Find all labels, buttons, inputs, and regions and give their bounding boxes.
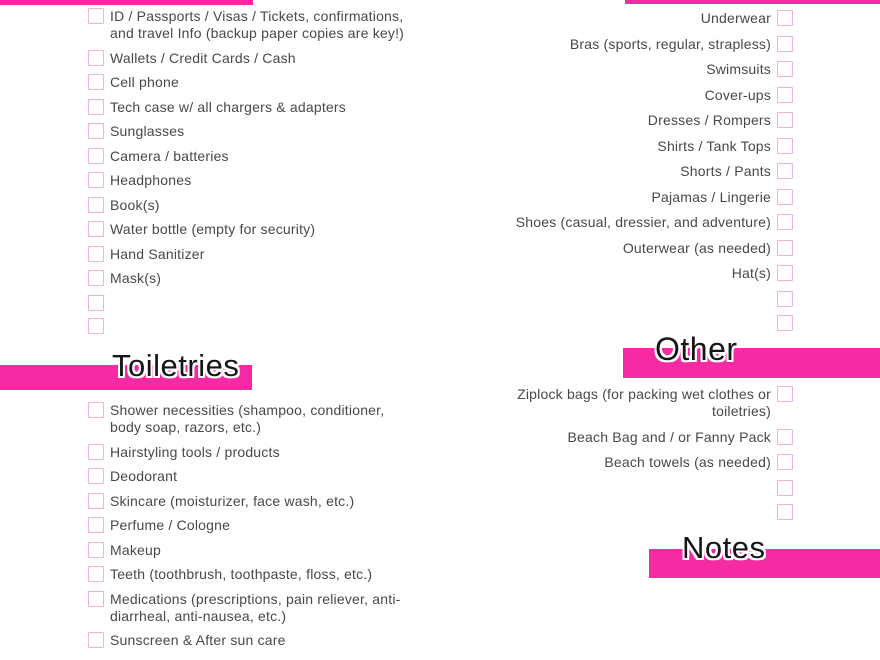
- checkbox[interactable]: [777, 386, 793, 402]
- checklist-row: [88, 402, 412, 436]
- item-label: Bras (sports, regular, strapless): [569, 35, 771, 52]
- checklist-row: [463, 265, 793, 282]
- checkbox[interactable]: [88, 318, 104, 334]
- checklist-row: [88, 493, 354, 510]
- checklist-row: [463, 454, 793, 471]
- checkbox[interactable]: [777, 112, 793, 128]
- item-label: Outerwear (as needed): [622, 239, 771, 256]
- checklist-row: [463, 36, 793, 53]
- checklist-row: [88, 172, 191, 189]
- notes-heading: Notes: [682, 530, 766, 565]
- item-label: Shoes (casual, dressier, and adventure): [515, 214, 771, 230]
- checkbox[interactable]: [777, 504, 793, 520]
- checklist-row: [463, 504, 793, 520]
- checkbox[interactable]: [777, 454, 793, 470]
- checklist-row: [88, 221, 315, 238]
- checklist-row: [463, 480, 793, 496]
- item-label: Ziplock bags (for packing wet clothes or toiletries): [517, 386, 771, 419]
- checkbox[interactable]: [88, 402, 104, 418]
- checkbox[interactable]: [88, 50, 104, 66]
- item-label: Pajamas / Lingerie: [651, 188, 771, 205]
- checklist-row: [88, 99, 346, 116]
- checkbox[interactable]: [88, 542, 104, 558]
- checkbox[interactable]: [88, 591, 104, 607]
- item-label: Cover-ups: [704, 86, 771, 103]
- item-label: Dresses / Rompers: [647, 112, 771, 128]
- checklist-row: [463, 163, 793, 180]
- checkbox[interactable]: [777, 429, 793, 445]
- checklist-row: [463, 189, 793, 206]
- checklist-row: [88, 123, 184, 140]
- checklist-row: [88, 566, 372, 583]
- checklist-row: [88, 295, 110, 311]
- essentials-section-bar: [0, 0, 253, 5]
- clothing-section-bar: [625, 0, 880, 4]
- item-label: Deodorant: [110, 468, 178, 484]
- item-label: Tech case w/ all chargers & adapters: [110, 98, 346, 115]
- item-label: Beach towels (as needed): [604, 454, 771, 470]
- item-label: Book(s): [110, 196, 160, 213]
- checkbox[interactable]: [88, 99, 104, 115]
- item-label: Headphones: [110, 172, 192, 188]
- checkbox[interactable]: [777, 214, 793, 230]
- checkbox[interactable]: [777, 163, 793, 179]
- checklist-row: [88, 632, 286, 649]
- essentials-checklist: [88, 8, 412, 334]
- checklist-row: [463, 240, 793, 257]
- checklist-row: [88, 444, 280, 461]
- checklist-row: [463, 291, 793, 307]
- clothing-checklist: [463, 10, 793, 331]
- checkbox[interactable]: [88, 493, 104, 509]
- checkbox[interactable]: [777, 36, 793, 52]
- checklist-row: [88, 517, 230, 534]
- checkbox[interactable]: [88, 197, 104, 213]
- item-label: Mask(s): [110, 270, 162, 286]
- checkbox[interactable]: [88, 566, 104, 582]
- checkbox[interactable]: [88, 270, 104, 286]
- item-label: Underwear: [700, 10, 771, 26]
- item-label: Sunglasses: [110, 123, 185, 139]
- checkbox[interactable]: [88, 8, 104, 24]
- item-label: Shirts / Tank Tops: [657, 137, 771, 154]
- checkbox[interactable]: [777, 138, 793, 154]
- checkbox[interactable]: [88, 221, 104, 237]
- checklist-row: [463, 315, 793, 331]
- toiletries-heading: Toiletries: [112, 348, 240, 383]
- item-label: Shorts / Pants: [680, 163, 771, 179]
- checklist-row: [463, 61, 793, 78]
- checklist-row: [463, 10, 793, 27]
- item-label: Camera / batteries: [110, 147, 229, 164]
- checkbox[interactable]: [777, 480, 793, 496]
- item-label: Cell phone: [110, 74, 179, 90]
- item-label: Makeup: [110, 541, 162, 558]
- item-label: Sunscreen & After sun care: [110, 632, 286, 648]
- checklist-row: [88, 468, 177, 485]
- checkbox[interactable]: [88, 172, 104, 188]
- checklist-row: [88, 542, 161, 559]
- checkbox[interactable]: [777, 240, 793, 256]
- checklist-row: [463, 87, 793, 104]
- other-heading: Other: [655, 331, 738, 367]
- checkbox[interactable]: [777, 265, 793, 281]
- item-label: Wallets / Credit Cards / Cash: [110, 49, 296, 66]
- item-label: Shower necessities (shampoo, conditioner, body soap, razors, etc.): [110, 402, 385, 435]
- checklist-row: [88, 197, 160, 214]
- item-label: Teeth (toothbrush, toothpaste, floss, etc.): [110, 566, 373, 582]
- checkbox[interactable]: [88, 517, 104, 533]
- checkbox[interactable]: [88, 632, 104, 648]
- checklist-row: [88, 591, 412, 625]
- checkbox[interactable]: [777, 189, 793, 205]
- item-label: Water bottle (empty for security): [110, 221, 316, 237]
- checkbox[interactable]: [777, 315, 793, 331]
- checkbox[interactable]: [88, 295, 104, 311]
- checklist-row: [463, 138, 793, 155]
- checklist-row: [88, 148, 229, 165]
- checkbox[interactable]: [777, 61, 793, 77]
- toiletries-checklist: [88, 402, 412, 649]
- checkbox[interactable]: [777, 87, 793, 103]
- item-label: Skincare (moisturizer, face wash, etc.): [110, 492, 355, 509]
- item-label: Beach Bag and / or Fanny Pack: [567, 428, 771, 445]
- item-label: Medications (prescriptions, pain reliever, anti-diarrheal, anti-nausea, etc.): [110, 590, 401, 624]
- item-label: Swimsuits: [706, 61, 771, 77]
- checklist-row: [463, 112, 793, 129]
- checklist-row: [88, 8, 412, 42]
- checklist-row: [88, 74, 179, 91]
- checklist-row: [88, 318, 110, 334]
- checkbox[interactable]: [88, 444, 104, 460]
- checkbox[interactable]: [88, 468, 104, 484]
- checkbox[interactable]: [88, 148, 104, 164]
- checklist-row: [463, 386, 793, 420]
- checkbox[interactable]: [777, 291, 793, 307]
- checkbox[interactable]: [88, 246, 104, 262]
- checklist-row: [88, 50, 296, 67]
- checkbox[interactable]: [777, 10, 793, 26]
- item-label: Hat(s): [731, 265, 771, 281]
- item-label: Perfume / Cologne: [110, 517, 231, 533]
- checkbox[interactable]: [88, 123, 104, 139]
- checkbox[interactable]: [88, 74, 104, 90]
- checklist-row: [463, 214, 793, 231]
- item-label: Hand Sanitizer: [110, 245, 205, 262]
- other-checklist: [463, 386, 793, 520]
- item-label: ID / Passports / Visas / Tickets, confirmations, and travel Info (backup paper copies are key!): [110, 8, 405, 41]
- checklist-row: [463, 429, 793, 446]
- item-label: Hairstyling tools / products: [110, 443, 280, 460]
- checklist-row: [88, 246, 205, 263]
- checklist-row: [88, 270, 161, 287]
